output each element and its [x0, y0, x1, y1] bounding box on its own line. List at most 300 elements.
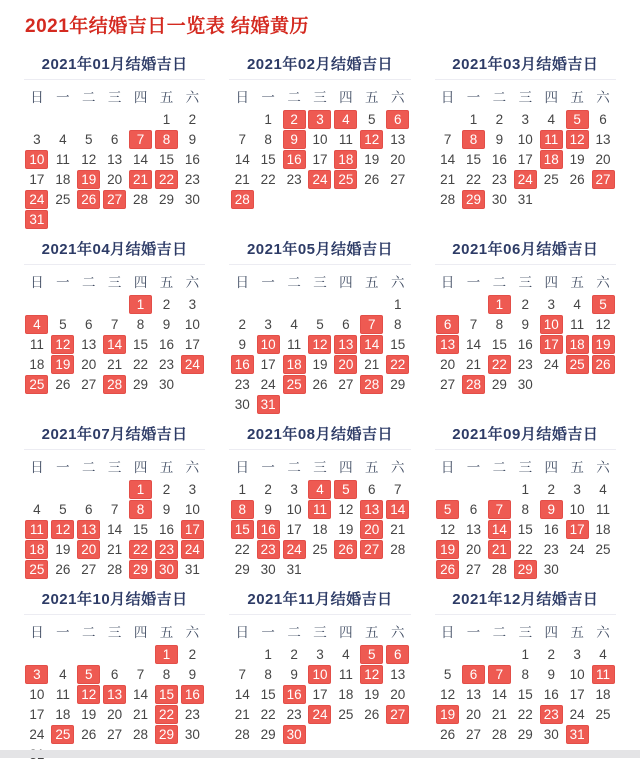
day-number: 8	[521, 666, 530, 682]
lucky-day-cell	[590, 354, 616, 374]
empty-cell	[76, 294, 102, 314]
day-cell	[281, 664, 307, 684]
lucky-day-cell	[359, 334, 385, 354]
weekday-label: 日	[235, 275, 250, 290]
day-number: 11	[338, 131, 353, 147]
empty-cell	[229, 294, 255, 314]
day-number: 7	[360, 315, 383, 334]
day-cell	[333, 314, 359, 334]
lucky-day-cell	[24, 209, 50, 229]
month-title: 2021年01月结婚吉日	[24, 50, 205, 80]
day-number: 27	[465, 561, 482, 577]
day-cell	[590, 519, 616, 539]
lucky-day-cell	[154, 724, 180, 744]
lucky-day-cell	[359, 499, 385, 519]
lucky-day-cell	[385, 354, 411, 374]
day-number: 12	[595, 316, 611, 332]
day-number: 15	[231, 520, 254, 539]
day-number: 10	[569, 501, 585, 517]
day-cell	[281, 499, 307, 519]
day-number: 23	[286, 171, 302, 187]
day-cell	[486, 559, 512, 579]
day-number: 3	[33, 131, 41, 147]
day-number: 1	[264, 646, 272, 662]
day-cell	[76, 559, 102, 579]
day-number: 15	[158, 151, 174, 167]
weekday-header	[435, 265, 616, 294]
lucky-day-cell	[538, 314, 564, 334]
day-cell	[154, 294, 180, 314]
day-number: 11	[592, 665, 615, 684]
day-cell	[102, 149, 128, 169]
day-cell	[590, 314, 616, 334]
day-cell	[512, 684, 538, 704]
lucky-day-cell	[76, 519, 102, 539]
day-cell	[512, 704, 538, 724]
day-number: 13	[360, 500, 383, 519]
day-number: 3	[316, 646, 324, 662]
day-number: 10	[257, 335, 280, 354]
day-cell	[461, 169, 487, 189]
day-number: 16	[517, 336, 533, 352]
weekday-header	[435, 615, 616, 644]
weekday-label: 日	[440, 275, 455, 290]
lucky-day-cell	[359, 374, 385, 394]
day-number: 20	[465, 706, 482, 722]
lucky-day-cell	[590, 664, 616, 684]
day-cell	[229, 314, 255, 334]
day-cell	[590, 644, 616, 664]
month-calendar	[435, 50, 616, 229]
day-number: 14	[440, 151, 456, 167]
lucky-day-cell	[590, 294, 616, 314]
lucky-day-cell	[385, 499, 411, 519]
empty-cell	[435, 644, 461, 664]
month-title: 2021年07月结婚吉日	[24, 420, 205, 450]
day-cell	[538, 479, 564, 499]
lucky-day-cell	[590, 169, 616, 189]
day-number: 1	[521, 646, 530, 662]
day-cell	[179, 704, 205, 724]
day-number: 1	[521, 481, 530, 497]
day-cell	[512, 499, 538, 519]
weekday-label: 一	[261, 625, 275, 640]
lucky-day-cell	[333, 149, 359, 169]
day-number: 1	[129, 480, 152, 499]
day-number: 5	[77, 665, 100, 684]
day-cell	[255, 169, 281, 189]
lucky-day-cell	[24, 149, 50, 169]
month-title: 2021年06月结婚吉日	[435, 235, 616, 265]
day-cell	[564, 479, 590, 499]
day-cell	[512, 354, 538, 374]
day-number: 26	[440, 726, 456, 742]
day-number: 9	[162, 501, 171, 517]
day-cell	[486, 149, 512, 169]
empty-cell	[102, 294, 128, 314]
day-number: 5	[334, 480, 357, 499]
day-number: 21	[488, 540, 511, 559]
weekday-header	[24, 615, 205, 644]
day-number: 19	[81, 706, 97, 722]
lucky-day-cell	[461, 189, 487, 209]
day-cell	[281, 559, 307, 579]
day-cell	[538, 294, 564, 314]
day-cell	[461, 519, 487, 539]
lucky-day-cell	[435, 334, 461, 354]
day-number: 1	[488, 295, 511, 314]
empty-cell	[307, 294, 333, 314]
weekday-label: 六	[185, 460, 200, 475]
day-cell	[564, 539, 590, 559]
day-cell	[512, 129, 538, 149]
day-number: 3	[521, 111, 530, 127]
day-number: 16	[283, 150, 306, 169]
empty-cell	[76, 644, 102, 664]
lucky-day-cell	[359, 664, 385, 684]
weekday-label: 四	[544, 275, 558, 290]
day-number: 6	[110, 666, 119, 682]
day-number: 29	[234, 561, 250, 577]
day-cell	[435, 724, 461, 744]
lucky-day-cell	[128, 479, 154, 499]
day-cell	[385, 519, 411, 539]
day-cell	[486, 724, 512, 744]
day-cell	[179, 294, 205, 314]
weekday-label: 四	[339, 460, 353, 475]
day-cell	[590, 109, 616, 129]
day-number: 15	[260, 151, 276, 167]
lucky-day-cell	[179, 519, 205, 539]
day-cell	[255, 129, 281, 149]
day-number: 9	[521, 316, 530, 332]
lucky-day-cell	[435, 499, 461, 519]
empty-cell	[102, 479, 128, 499]
day-cell	[461, 334, 487, 354]
day-number: 3	[264, 316, 272, 332]
empty-cell	[24, 294, 50, 314]
day-cell	[538, 354, 564, 374]
day-number: 20	[77, 540, 100, 559]
weekday-label: 二	[287, 90, 301, 105]
lucky-day-cell	[255, 519, 281, 539]
page-title: 2021年结婚吉日一览表 结婚黄历	[25, 16, 310, 37]
lucky-day-cell	[24, 189, 50, 209]
day-number: 6	[436, 315, 459, 334]
lucky-day-cell	[50, 724, 76, 744]
lucky-day-cell	[538, 499, 564, 519]
day-number: 28	[360, 375, 383, 394]
day-number: 24	[514, 170, 537, 189]
day-number: 21	[129, 170, 152, 189]
lucky-day-cell	[24, 539, 50, 559]
lucky-day-cell	[333, 539, 359, 559]
day-number: 2	[283, 110, 306, 129]
days-grid	[229, 479, 410, 579]
day-number: 20	[595, 151, 611, 167]
day-number: 29	[155, 725, 178, 744]
day-number: 27	[592, 170, 615, 189]
day-cell	[307, 374, 333, 394]
weekday-label: 一	[466, 275, 481, 290]
weekday-label: 二	[82, 460, 96, 475]
day-cell	[359, 704, 385, 724]
day-number: 10	[184, 316, 200, 332]
day-number: 2	[547, 646, 555, 662]
day-cell	[538, 644, 564, 664]
day-number: 28	[133, 726, 149, 742]
day-number: 14	[107, 521, 123, 537]
day-number: 24	[569, 541, 585, 557]
empty-cell	[128, 644, 154, 664]
empty-cell	[461, 644, 487, 664]
day-number: 21	[465, 356, 482, 372]
day-number: 28	[491, 726, 507, 742]
lucky-day-cell	[486, 539, 512, 559]
day-cell	[538, 559, 564, 579]
days-grid	[24, 294, 205, 394]
day-number: 26	[81, 726, 97, 742]
day-cell	[461, 499, 487, 519]
day-cell	[229, 479, 255, 499]
day-cell	[385, 374, 411, 394]
day-number: 5	[59, 501, 67, 517]
day-number: 20	[334, 355, 357, 374]
weekday-label: 四	[339, 90, 353, 105]
lucky-day-cell	[154, 169, 180, 189]
weekday-label: 一	[56, 90, 70, 105]
day-cell	[307, 539, 333, 559]
day-number: 3	[188, 296, 197, 312]
day-cell	[461, 539, 487, 559]
day-cell	[50, 149, 76, 169]
lucky-day-cell	[307, 664, 333, 684]
day-number: 7	[393, 481, 402, 497]
weekday-label: 二	[82, 275, 96, 290]
day-number: 14	[491, 686, 507, 702]
day-cell	[179, 334, 205, 354]
weekday-label: 四	[544, 90, 558, 105]
day-number: 27	[107, 726, 123, 742]
month-calendar	[229, 50, 410, 229]
weekday-label: 五	[570, 275, 584, 290]
day-number: 25	[334, 170, 357, 189]
day-number: 12	[360, 665, 383, 684]
weekday-label: 三	[518, 460, 533, 475]
weekday-label: 日	[30, 90, 44, 105]
day-number: 10	[569, 666, 585, 682]
day-number: 3	[188, 481, 197, 497]
lucky-day-cell	[24, 559, 50, 579]
weekday-label: 六	[390, 625, 405, 640]
day-number: 4	[59, 666, 67, 682]
day-cell	[486, 109, 512, 129]
day-number: 17	[29, 171, 45, 187]
day-number: 20	[107, 171, 123, 187]
day-number: 15	[517, 521, 533, 537]
day-number: 30	[491, 191, 507, 207]
day-number: 24	[25, 190, 48, 209]
day-number: 30	[543, 561, 559, 577]
day-cell	[154, 109, 180, 129]
day-number: 13	[390, 131, 406, 147]
day-cell	[229, 664, 255, 684]
day-cell	[154, 479, 180, 499]
month-calendar	[24, 235, 205, 414]
empty-cell	[435, 109, 461, 129]
day-cell	[333, 704, 359, 724]
day-number: 21	[234, 171, 250, 187]
day-cell	[307, 314, 333, 334]
day-number: 12	[81, 151, 97, 167]
weekday-label: 六	[185, 90, 200, 105]
day-number: 5	[443, 666, 452, 682]
weekday-label: 六	[390, 275, 405, 290]
day-number: 27	[81, 376, 97, 392]
day-cell	[564, 664, 590, 684]
day-number: 22	[155, 705, 178, 724]
day-number: 6	[110, 131, 119, 147]
day-number: 11	[29, 336, 44, 352]
day-number: 9	[238, 336, 247, 352]
day-number: 3	[547, 296, 555, 312]
day-number: 18	[540, 150, 563, 169]
day-number: 31	[566, 725, 589, 744]
day-cell	[76, 499, 102, 519]
lucky-day-cell	[307, 704, 333, 724]
weekday-label: 三	[518, 90, 533, 105]
lucky-day-cell	[512, 169, 538, 189]
day-number: 12	[51, 520, 74, 539]
day-number: 7	[110, 316, 119, 332]
lucky-day-cell	[486, 519, 512, 539]
lucky-day-cell	[461, 664, 487, 684]
day-number: 18	[595, 686, 611, 702]
lucky-day-cell	[154, 129, 180, 149]
day-number: 13	[81, 336, 97, 352]
day-number: 20	[360, 520, 383, 539]
day-number: 23	[184, 171, 200, 187]
day-cell	[102, 559, 128, 579]
day-number: 19	[436, 540, 459, 559]
day-number: 26	[569, 171, 585, 187]
day-cell	[154, 354, 180, 374]
day-cell	[435, 684, 461, 704]
day-number: 25	[51, 725, 74, 744]
lucky-day-cell	[307, 499, 333, 519]
day-cell	[538, 724, 564, 744]
day-number: 14	[234, 151, 250, 167]
day-number: 21	[107, 541, 123, 557]
day-cell	[461, 354, 487, 374]
day-number: 10	[286, 501, 302, 517]
day-cell	[385, 169, 411, 189]
day-number: 19	[77, 170, 100, 189]
day-number: 19	[364, 151, 380, 167]
day-cell	[154, 519, 180, 539]
day-number: 11	[25, 520, 48, 539]
lucky-day-cell	[76, 539, 102, 559]
lucky-day-cell	[333, 479, 359, 499]
lucky-day-cell	[24, 519, 50, 539]
weekday-label: 日	[30, 275, 44, 290]
days-grid	[229, 109, 410, 209]
day-cell	[538, 539, 564, 559]
day-cell	[461, 724, 487, 744]
day-number: 19	[55, 541, 71, 557]
weekday-label: 一	[261, 275, 275, 290]
weekday-label: 二	[287, 275, 301, 290]
day-number: 29	[491, 376, 507, 392]
day-number: 2	[547, 481, 555, 497]
day-number: 17	[569, 686, 585, 702]
day-number: 16	[543, 686, 559, 702]
day-cell	[385, 314, 411, 334]
day-number: 17	[312, 686, 328, 702]
day-number: 23	[155, 540, 178, 559]
month-calendar	[229, 585, 410, 764]
weekday-label: 五	[570, 625, 584, 640]
lucky-day-cell	[24, 374, 50, 394]
day-cell	[359, 169, 385, 189]
day-number: 2	[162, 296, 171, 312]
day-cell	[590, 149, 616, 169]
empty-cell	[50, 479, 76, 499]
day-number: 29	[158, 191, 174, 207]
days-grid	[229, 294, 410, 414]
month-calendar	[24, 420, 205, 579]
day-number: 15	[133, 521, 149, 537]
day-number: 17	[312, 151, 328, 167]
day-number: 3	[25, 665, 48, 684]
day-number: 22	[488, 355, 511, 374]
day-cell	[24, 704, 50, 724]
day-number: 14	[465, 336, 482, 352]
day-number: 8	[495, 316, 504, 332]
day-cell	[486, 334, 512, 354]
day-cell	[102, 704, 128, 724]
day-cell	[281, 334, 307, 354]
day-number: 14	[488, 520, 511, 539]
day-cell	[229, 334, 255, 354]
day-cell	[512, 479, 538, 499]
day-number: 27	[440, 376, 456, 392]
month-calendar	[229, 235, 410, 414]
day-number: 5	[566, 110, 589, 129]
day-number: 28	[491, 561, 507, 577]
day-number: 24	[569, 706, 585, 722]
lucky-day-cell	[307, 334, 333, 354]
day-cell	[102, 354, 128, 374]
day-number: 18	[595, 521, 611, 537]
lucky-day-cell	[102, 374, 128, 394]
day-cell	[538, 169, 564, 189]
day-cell	[24, 499, 50, 519]
weekday-label: 二	[492, 625, 507, 640]
day-number: 15	[260, 686, 276, 702]
empty-cell	[255, 294, 281, 314]
day-cell	[486, 374, 512, 394]
bottom-divider	[0, 750, 640, 758]
weekday-label: 六	[596, 90, 610, 105]
day-cell	[307, 129, 333, 149]
weekday-label: 二	[492, 90, 507, 105]
weekday-label: 日	[440, 625, 455, 640]
empty-cell	[486, 644, 512, 664]
day-number: 13	[465, 686, 482, 702]
lucky-day-cell	[333, 109, 359, 129]
day-cell	[281, 644, 307, 664]
